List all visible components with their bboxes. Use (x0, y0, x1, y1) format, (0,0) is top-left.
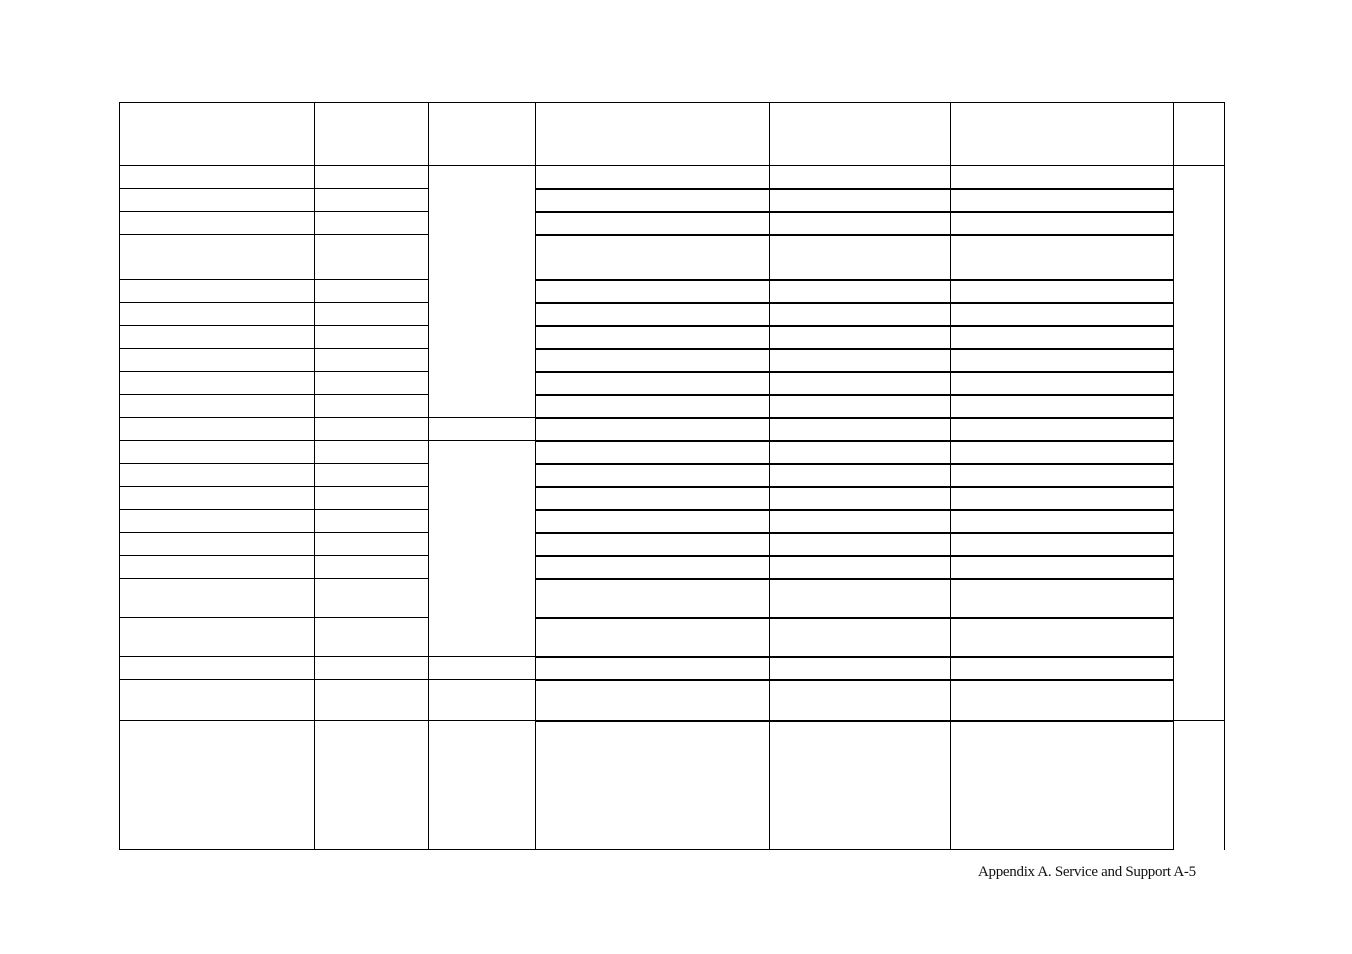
row-new (778, 325, 948, 348)
row-hours (959, 165, 1171, 188)
row-old (539, 486, 767, 509)
table-rule (119, 656, 428, 657)
row-new (778, 302, 948, 325)
language-canada (428, 656, 533, 679)
row-country (320, 656, 426, 679)
table-rule (535, 555, 1173, 557)
table-rule (119, 509, 428, 510)
header-language (430, 102, 533, 165)
row-new (778, 371, 948, 394)
row-new (778, 211, 948, 234)
row-new (778, 394, 948, 417)
table-rule (119, 440, 428, 441)
row-old (539, 165, 767, 188)
row-date (120, 165, 312, 188)
header-date (121, 102, 312, 165)
row-country (320, 578, 426, 617)
table-rule (1173, 102, 1174, 850)
row-date (120, 417, 312, 440)
row-new (778, 463, 948, 486)
table-rule (428, 102, 429, 850)
row-old (538, 720, 767, 850)
table-rule (535, 325, 1173, 327)
table-rule (119, 211, 428, 212)
table-rule (119, 486, 428, 487)
row-old (539, 555, 767, 578)
table-rule (535, 394, 1173, 396)
row-date (120, 188, 312, 211)
header-new (779, 102, 948, 165)
row-country (320, 371, 426, 394)
row-new (778, 617, 948, 656)
table-rule (1224, 102, 1225, 850)
row-hours (959, 486, 1171, 509)
row-country (320, 417, 426, 440)
header-country (317, 102, 426, 165)
iws-value (1173, 165, 1223, 720)
row-country (320, 720, 426, 850)
row-hours (959, 348, 1171, 371)
table-rule (119, 417, 428, 418)
row-date (120, 532, 312, 555)
row-country (320, 486, 426, 509)
row-old (539, 371, 767, 394)
table-rule (119, 302, 428, 303)
table-rule (535, 720, 1173, 722)
table-rule (535, 440, 1173, 442)
table-rule (119, 279, 428, 280)
row-hours (959, 394, 1171, 417)
row-country (320, 617, 426, 656)
table-rule (119, 234, 428, 235)
table-rule (535, 463, 1173, 465)
table-rule (535, 617, 1173, 619)
header-iws (1175, 102, 1223, 165)
language-group1 (432, 165, 533, 257)
table-rule (535, 578, 1173, 580)
row-date (120, 348, 312, 371)
row-country (320, 463, 426, 486)
row-hours (959, 617, 1171, 656)
row-old (539, 617, 767, 656)
row-date (120, 394, 312, 417)
row-country (320, 279, 426, 302)
row-date (120, 656, 312, 679)
table-rule (119, 849, 1173, 850)
row-hours (959, 463, 1171, 486)
row-new (782, 679, 948, 720)
row-new (778, 417, 948, 440)
row-old (539, 463, 767, 486)
table-rule (119, 679, 428, 680)
table-rule (314, 102, 315, 850)
row-country (320, 509, 426, 532)
row-old (539, 211, 767, 234)
table-rule (535, 656, 1173, 658)
table-rule (119, 102, 1225, 103)
table-rule (535, 302, 1173, 304)
table-rule (535, 486, 1173, 488)
row-hours (959, 279, 1171, 302)
row-old (539, 279, 767, 302)
row-country (320, 348, 426, 371)
table-rule (535, 188, 1173, 190)
row-country (320, 211, 426, 234)
service-table (119, 102, 1225, 852)
table-rule (535, 234, 1173, 236)
row-date (120, 463, 312, 486)
table-rule (119, 720, 428, 721)
language-brazil (428, 720, 533, 850)
row-hours (959, 325, 1171, 348)
table-rule (119, 532, 428, 533)
table-rule (769, 102, 770, 850)
table-rule (428, 440, 535, 441)
table-rule (428, 679, 535, 680)
row-country (320, 394, 426, 417)
row-old (543, 679, 767, 720)
row-hours (959, 188, 1171, 211)
row-date (122, 720, 312, 850)
row-country (320, 165, 426, 188)
row-date (120, 440, 312, 463)
row-hours (959, 234, 1171, 279)
row-new (778, 555, 948, 578)
table-rule (1173, 720, 1225, 721)
row-date (120, 371, 312, 394)
row-country (320, 234, 426, 279)
row-date (120, 325, 312, 348)
header-hours (960, 102, 1171, 165)
table-rule (950, 102, 951, 850)
table-rule (119, 578, 428, 579)
row-date (122, 679, 312, 720)
row-old (539, 656, 767, 679)
row-old (539, 234, 767, 279)
row-new (778, 440, 948, 463)
row-country (320, 532, 426, 555)
row-country (320, 679, 426, 720)
row-old (539, 509, 767, 532)
row-old (539, 394, 767, 417)
row-new (778, 348, 948, 371)
row-date (122, 617, 312, 656)
table-rule (535, 348, 1173, 350)
row-country (320, 188, 426, 211)
row-new (778, 509, 948, 532)
row-date (120, 509, 312, 532)
table-rule (119, 371, 428, 372)
row-date (120, 234, 312, 279)
row-old (539, 417, 767, 440)
table-rule (119, 165, 1225, 166)
row-new (778, 486, 948, 509)
page-footer: Appendix A. Service and Support A-5 (978, 864, 1196, 880)
row-date (120, 211, 312, 234)
row-date (120, 555, 312, 578)
row-date (122, 578, 312, 617)
row-hours (963, 679, 1171, 720)
row-new (778, 234, 948, 279)
row-new (778, 532, 948, 555)
row-new (778, 165, 948, 188)
row-new (777, 720, 948, 850)
row-hours (959, 532, 1171, 555)
row-new (778, 279, 948, 302)
row-old (539, 188, 767, 211)
row-country (320, 555, 426, 578)
row-old (539, 348, 767, 371)
row-old (539, 578, 767, 617)
row-country (320, 302, 426, 325)
row-old (539, 440, 767, 463)
table-rule (535, 417, 1173, 419)
table-rule (535, 279, 1173, 281)
row-hours (959, 578, 1171, 617)
row-hours (959, 509, 1171, 532)
language-nicaragua (428, 417, 533, 440)
row-hours (959, 417, 1171, 440)
row-hours (959, 440, 1171, 463)
header-old (540, 102, 767, 165)
row-date (120, 302, 312, 325)
table-rule (428, 417, 535, 418)
row-old (539, 302, 767, 325)
table-rule (535, 509, 1173, 511)
row-country (320, 440, 426, 463)
table-rule (119, 463, 428, 464)
table-rule (428, 720, 535, 721)
row-hours (959, 302, 1171, 325)
row-new (778, 188, 948, 211)
row-hours (959, 371, 1171, 394)
language-us (428, 679, 533, 720)
row-hours (959, 555, 1171, 578)
table-rule (535, 679, 1173, 681)
table-rule (535, 102, 536, 850)
row-new (778, 656, 948, 679)
row-new (778, 578, 948, 617)
table-rule (119, 325, 428, 326)
row-old (539, 325, 767, 348)
row-hours (959, 211, 1171, 234)
row-hours (958, 720, 1171, 850)
row-date (120, 486, 312, 509)
table-rule (535, 211, 1173, 213)
table-rule (119, 348, 428, 349)
table-rule (428, 656, 535, 657)
row-hours (959, 656, 1171, 679)
language-group2 (435, 440, 533, 656)
table-rule (119, 102, 120, 850)
table-rule (535, 371, 1173, 373)
table-rule (119, 617, 428, 618)
row-old (539, 532, 767, 555)
table-rule (119, 394, 428, 395)
table-rule (119, 188, 428, 189)
row-country (320, 325, 426, 348)
row-date (120, 279, 312, 302)
table-rule (119, 555, 428, 556)
table-rule (535, 532, 1173, 534)
